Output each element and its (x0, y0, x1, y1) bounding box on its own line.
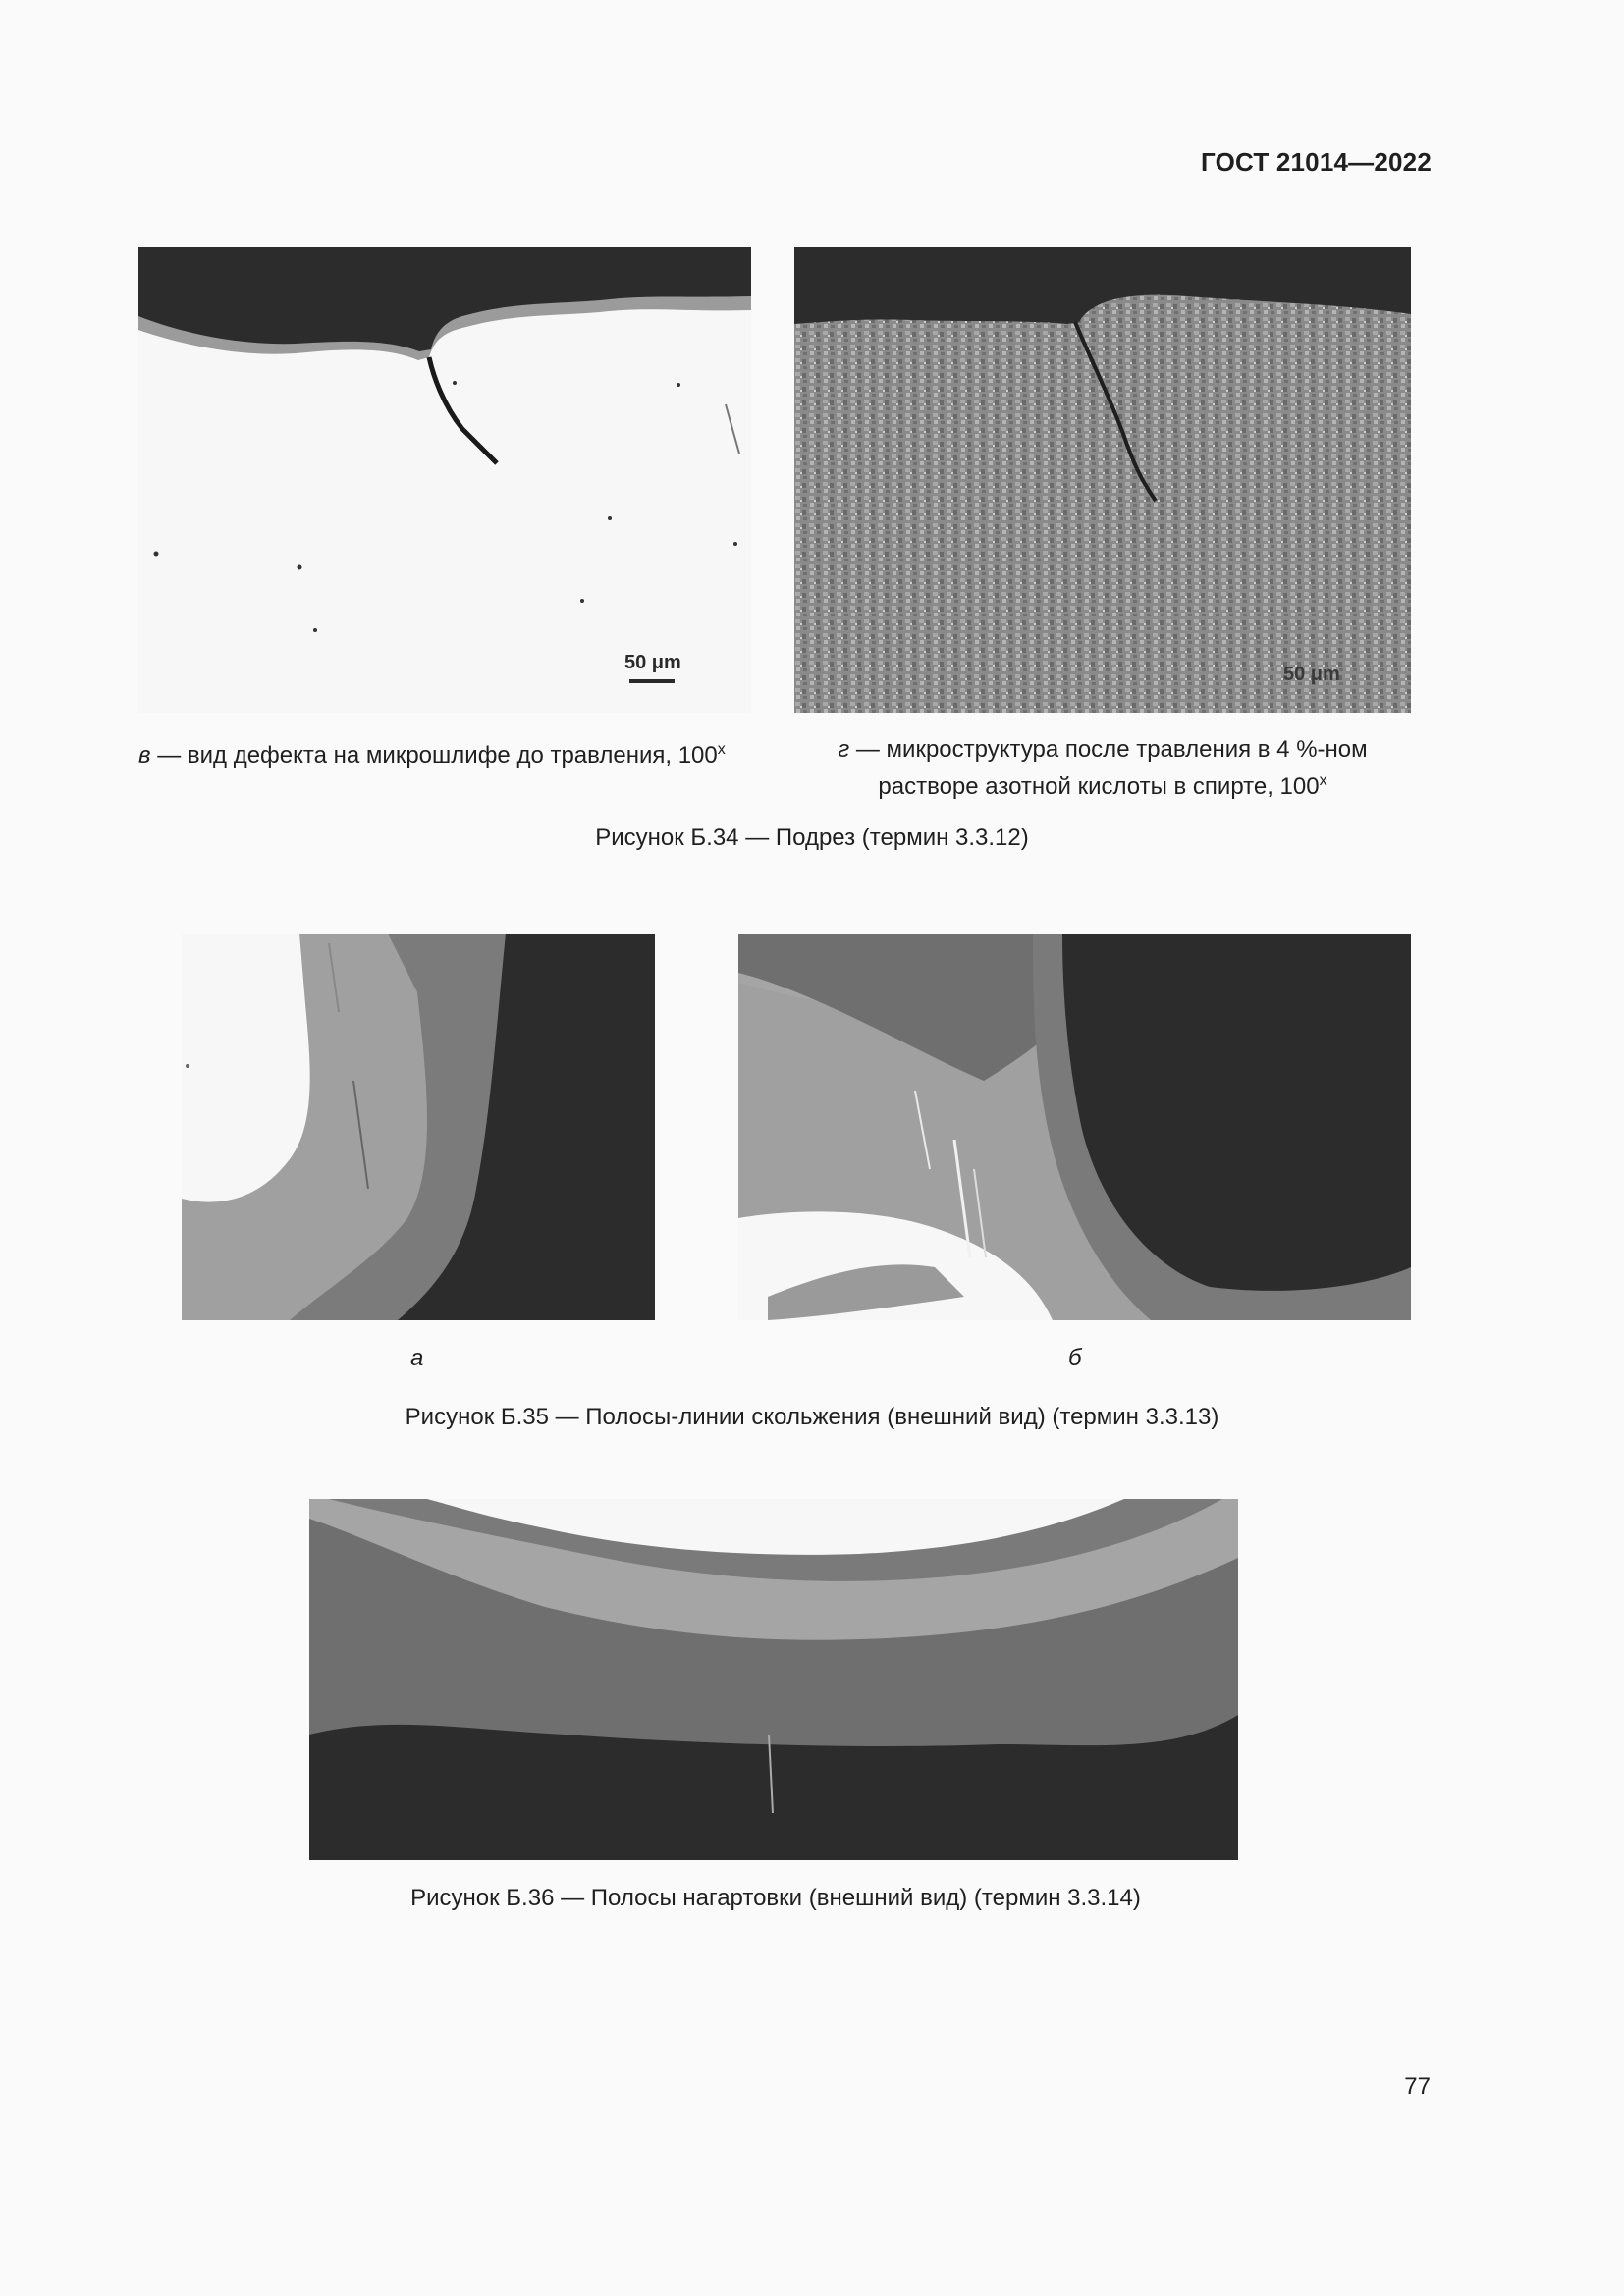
magnification-superscript: х (1319, 773, 1327, 789)
caption-panel-v-text: — вид дефекта на микрошлифе до травления, 100 (157, 742, 718, 769)
work-hardening-bands-photo (309, 1499, 1238, 1860)
slip-lines-photo-b (738, 934, 1411, 1320)
panel-a-label (410, 1343, 423, 1374)
caption-panel-g (794, 734, 1411, 803)
panel-b-label (1068, 1343, 1082, 1374)
panel-a-letter: а (410, 1345, 424, 1371)
caption-panel-g-line1 (794, 734, 1411, 766)
page-number: 77 (1404, 2073, 1431, 2100)
caption-panel-g-text2: растворе азотной кислоты в спирте, 100 (878, 774, 1320, 800)
micrograph-before-etching (138, 247, 751, 713)
figure-b35-title: Рисунок Б.35 — Полосы-линии скольжения (внешний вид) (термин 3.3.13) (405, 1404, 1219, 1430)
slip-lines-photo-a (182, 934, 655, 1320)
magnification-superscript: х (717, 741, 726, 758)
scale-bar-line (629, 679, 675, 683)
caption-panel-g-text1: — микроструктура после травления в 4 %-ном (855, 736, 1368, 763)
figure-b36-title: Рисунок Б.36 — Полосы нагартовки (внешний вид) (термин 3.3.14) (410, 1885, 1141, 1911)
panel-b-letter: б (1068, 1345, 1082, 1371)
caption-panel-g-label: г (838, 736, 850, 763)
figure-b34-title: Рисунок Б.34 — Подрез (термин 3.3.12) (595, 825, 1029, 851)
caption-panel-v (138, 734, 767, 772)
scale-bar-label: 50 μm (624, 652, 681, 673)
caption-panel-v-label: в (138, 742, 151, 769)
document-standard-id: ГОСТ 21014—2022 (1201, 147, 1432, 177)
micrograph-after-etching (794, 247, 1411, 713)
caption-panel-g-line2 (794, 766, 1411, 803)
scale-bar-label: 50 μm (1283, 664, 1340, 685)
